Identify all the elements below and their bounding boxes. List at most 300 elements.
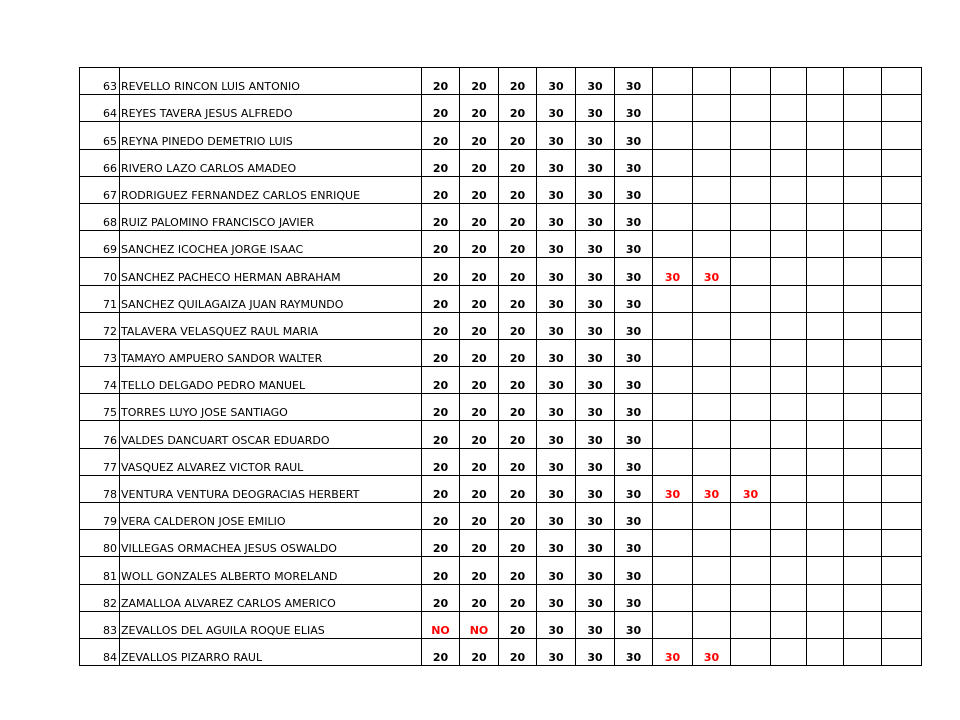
table-row xyxy=(80,149,922,176)
score-cell: 30 xyxy=(653,258,693,285)
score-cell: 30 xyxy=(615,584,653,611)
score-cell: 20 xyxy=(499,584,537,611)
score-cell: 20 xyxy=(499,312,537,339)
score-cell: 30 xyxy=(615,367,653,394)
score-cell: 30 xyxy=(693,475,731,502)
score-cell: 30 xyxy=(537,339,576,366)
score-cell xyxy=(771,475,807,502)
table-row xyxy=(80,638,922,665)
score-cell: 30 xyxy=(653,475,693,502)
score-cell xyxy=(882,339,922,366)
score-cell: 20 xyxy=(460,638,499,665)
table-row xyxy=(80,68,922,95)
score-cell xyxy=(653,557,693,584)
score-cell xyxy=(653,448,693,475)
score-cell: 20 xyxy=(460,312,499,339)
row-number: 71 xyxy=(80,285,120,312)
score-cell: 20 xyxy=(422,530,460,557)
row-number: 64 xyxy=(80,95,120,122)
score-cell: 20 xyxy=(422,557,460,584)
score-cell: 20 xyxy=(422,448,460,475)
score-cell xyxy=(882,258,922,285)
score-cell xyxy=(771,557,807,584)
table-row xyxy=(80,231,922,258)
score-cell xyxy=(771,421,807,448)
table-row xyxy=(80,584,922,611)
score-cell: 20 xyxy=(422,394,460,421)
score-cell xyxy=(693,339,731,366)
roster-table xyxy=(79,67,922,666)
table-row xyxy=(80,557,922,584)
row-number: 66 xyxy=(80,149,120,176)
score-cell xyxy=(731,258,771,285)
score-cell xyxy=(844,584,882,611)
row-number: 63 xyxy=(80,68,120,95)
score-cell: 20 xyxy=(499,176,537,203)
score-cell xyxy=(807,176,844,203)
score-cell: 30 xyxy=(576,530,615,557)
score-cell xyxy=(693,421,731,448)
score-cell xyxy=(771,258,807,285)
score-cell xyxy=(807,122,844,149)
score-cell: 30 xyxy=(537,638,576,665)
score-cell: 30 xyxy=(537,149,576,176)
score-cell xyxy=(882,503,922,530)
score-cell: 20 xyxy=(422,584,460,611)
score-cell xyxy=(731,394,771,421)
row-number: 84 xyxy=(80,638,120,665)
row-number: 76 xyxy=(80,421,120,448)
score-cell xyxy=(807,258,844,285)
student-name: SANCHEZ PACHECO HERMAN ABRAHAM xyxy=(120,258,422,285)
table-row xyxy=(80,448,922,475)
table-row xyxy=(80,530,922,557)
score-cell xyxy=(807,339,844,366)
score-cell xyxy=(807,312,844,339)
score-cell: 30 xyxy=(615,421,653,448)
row-number: 74 xyxy=(80,367,120,394)
score-cell xyxy=(882,394,922,421)
score-cell: 20 xyxy=(422,421,460,448)
score-cell xyxy=(807,448,844,475)
score-cell: NO xyxy=(460,611,499,638)
table-row xyxy=(80,421,922,448)
score-cell xyxy=(844,176,882,203)
score-cell: 20 xyxy=(499,68,537,95)
score-cell: 20 xyxy=(499,149,537,176)
score-cell: 20 xyxy=(422,176,460,203)
score-cell xyxy=(807,503,844,530)
score-cell xyxy=(771,285,807,312)
score-cell: 20 xyxy=(499,394,537,421)
table-row xyxy=(80,285,922,312)
score-cell xyxy=(693,367,731,394)
score-cell xyxy=(693,394,731,421)
score-cell: 20 xyxy=(422,475,460,502)
score-cell xyxy=(844,312,882,339)
score-cell: 30 xyxy=(537,312,576,339)
score-cell: 20 xyxy=(499,557,537,584)
score-cell xyxy=(731,339,771,366)
score-cell xyxy=(771,68,807,95)
score-cell xyxy=(653,312,693,339)
score-cell: 30 xyxy=(537,285,576,312)
score-cell xyxy=(693,122,731,149)
score-cell xyxy=(771,95,807,122)
score-cell xyxy=(731,421,771,448)
score-cell xyxy=(882,176,922,203)
score-cell: 20 xyxy=(422,122,460,149)
score-cell xyxy=(844,638,882,665)
score-cell xyxy=(693,557,731,584)
score-cell xyxy=(882,122,922,149)
score-cell: 20 xyxy=(499,367,537,394)
row-number: 82 xyxy=(80,584,120,611)
score-cell: 30 xyxy=(615,503,653,530)
score-cell: 30 xyxy=(537,176,576,203)
score-cell: 20 xyxy=(499,339,537,366)
score-cell xyxy=(844,475,882,502)
score-cell xyxy=(882,367,922,394)
row-number: 77 xyxy=(80,448,120,475)
score-cell: 30 xyxy=(576,149,615,176)
table-row xyxy=(80,503,922,530)
score-cell: 30 xyxy=(537,475,576,502)
score-cell xyxy=(731,285,771,312)
score-cell xyxy=(807,149,844,176)
score-cell xyxy=(693,285,731,312)
score-cell: 20 xyxy=(460,557,499,584)
row-number: 68 xyxy=(80,203,120,230)
score-cell xyxy=(882,149,922,176)
score-cell: 20 xyxy=(499,122,537,149)
score-cell: 30 xyxy=(537,584,576,611)
score-cell: 30 xyxy=(615,557,653,584)
score-cell: 20 xyxy=(422,339,460,366)
row-number: 78 xyxy=(80,475,120,502)
score-cell xyxy=(882,530,922,557)
score-cell xyxy=(844,448,882,475)
score-cell xyxy=(882,557,922,584)
score-cell: 20 xyxy=(422,203,460,230)
score-cell xyxy=(731,176,771,203)
score-cell: 20 xyxy=(422,68,460,95)
score-cell: 20 xyxy=(422,312,460,339)
score-cell xyxy=(882,448,922,475)
score-cell: 30 xyxy=(576,203,615,230)
score-cell xyxy=(693,448,731,475)
score-cell: 30 xyxy=(615,339,653,366)
student-name: VILLEGAS ORMACHEA JESUS OSWALDO xyxy=(120,530,422,557)
score-cell xyxy=(771,149,807,176)
score-cell: 30 xyxy=(731,475,771,502)
score-cell xyxy=(653,503,693,530)
score-cell xyxy=(807,231,844,258)
score-cell: 30 xyxy=(615,448,653,475)
score-cell xyxy=(693,149,731,176)
student-name: VENTURA VENTURA DEOGRACIAS HERBERT xyxy=(120,475,422,502)
score-cell: 20 xyxy=(422,149,460,176)
score-cell xyxy=(731,557,771,584)
score-cell xyxy=(771,203,807,230)
row-number: 65 xyxy=(80,122,120,149)
student-name: TAMAYO AMPUERO SANDOR WALTER xyxy=(120,339,422,366)
row-number: 73 xyxy=(80,339,120,366)
score-cell xyxy=(731,638,771,665)
score-cell: 30 xyxy=(576,122,615,149)
score-cell xyxy=(844,285,882,312)
row-number: 72 xyxy=(80,312,120,339)
row-number: 83 xyxy=(80,611,120,638)
score-cell: 20 xyxy=(499,475,537,502)
score-cell xyxy=(807,367,844,394)
student-name: RIVERO LAZO CARLOS AMADEO xyxy=(120,149,422,176)
score-cell: 30 xyxy=(615,285,653,312)
score-cell xyxy=(844,203,882,230)
score-cell xyxy=(844,394,882,421)
row-number: 81 xyxy=(80,557,120,584)
table-row xyxy=(80,475,922,502)
score-cell xyxy=(653,421,693,448)
score-cell: 30 xyxy=(576,285,615,312)
score-cell xyxy=(844,258,882,285)
student-name: VASQUEZ ALVAREZ VICTOR RAUL xyxy=(120,448,422,475)
score-cell: 30 xyxy=(576,312,615,339)
score-cell: 20 xyxy=(460,95,499,122)
score-cell xyxy=(771,312,807,339)
score-cell: 30 xyxy=(576,503,615,530)
score-cell: 30 xyxy=(576,638,615,665)
score-cell xyxy=(693,503,731,530)
score-cell: 30 xyxy=(576,394,615,421)
score-cell xyxy=(693,312,731,339)
score-cell: 20 xyxy=(499,95,537,122)
score-cell: 30 xyxy=(615,638,653,665)
student-name: RODRIGUEZ FERNANDEZ CARLOS ENRIQUE xyxy=(120,176,422,203)
score-cell: 20 xyxy=(460,584,499,611)
score-cell xyxy=(693,176,731,203)
score-cell xyxy=(693,203,731,230)
score-cell: 30 xyxy=(615,475,653,502)
score-cell: 20 xyxy=(422,95,460,122)
student-name: REVELLO RINCON LUIS ANTONIO xyxy=(120,68,422,95)
table-row xyxy=(80,203,922,230)
score-cell xyxy=(731,122,771,149)
score-cell xyxy=(844,68,882,95)
score-cell xyxy=(882,68,922,95)
student-name: VALDES DANCUART OSCAR EDUARDO xyxy=(120,421,422,448)
score-cell: 20 xyxy=(499,638,537,665)
score-cell: 30 xyxy=(693,638,731,665)
score-cell xyxy=(807,95,844,122)
score-cell: 20 xyxy=(499,258,537,285)
score-cell xyxy=(653,203,693,230)
score-cell xyxy=(731,149,771,176)
score-cell: NO xyxy=(422,611,460,638)
score-cell: 30 xyxy=(576,584,615,611)
score-cell xyxy=(771,231,807,258)
student-name: REYNA PINEDO DEMETRIO LUIS xyxy=(120,122,422,149)
score-cell xyxy=(771,122,807,149)
score-cell xyxy=(653,394,693,421)
score-cell xyxy=(771,611,807,638)
score-cell: 30 xyxy=(537,367,576,394)
score-cell xyxy=(844,122,882,149)
score-cell: 20 xyxy=(460,448,499,475)
score-cell xyxy=(653,176,693,203)
score-cell: 20 xyxy=(499,611,537,638)
score-cell xyxy=(771,503,807,530)
score-cell: 30 xyxy=(576,367,615,394)
score-cell xyxy=(731,68,771,95)
score-cell xyxy=(653,530,693,557)
score-cell: 30 xyxy=(537,231,576,258)
table-row xyxy=(80,176,922,203)
student-name: ZEVALLOS PIZARRO RAUL xyxy=(120,638,422,665)
score-cell xyxy=(807,584,844,611)
score-cell xyxy=(882,203,922,230)
score-cell xyxy=(653,339,693,366)
roster-body xyxy=(80,68,922,666)
score-cell: 20 xyxy=(460,367,499,394)
score-cell: 30 xyxy=(576,557,615,584)
score-cell xyxy=(844,339,882,366)
table-row xyxy=(80,611,922,638)
score-cell xyxy=(693,530,731,557)
score-cell: 20 xyxy=(460,421,499,448)
score-cell: 20 xyxy=(422,258,460,285)
score-cell xyxy=(693,231,731,258)
table-row xyxy=(80,312,922,339)
score-cell xyxy=(807,203,844,230)
row-number: 69 xyxy=(80,231,120,258)
score-cell xyxy=(844,95,882,122)
score-cell: 20 xyxy=(499,503,537,530)
score-cell: 30 xyxy=(576,95,615,122)
score-cell: 20 xyxy=(422,503,460,530)
score-cell xyxy=(653,611,693,638)
score-cell: 30 xyxy=(615,95,653,122)
score-cell: 30 xyxy=(615,203,653,230)
score-cell xyxy=(882,638,922,665)
score-cell xyxy=(731,611,771,638)
score-cell: 20 xyxy=(460,231,499,258)
score-cell: 30 xyxy=(537,95,576,122)
score-cell xyxy=(731,95,771,122)
score-cell: 30 xyxy=(615,530,653,557)
score-cell: 30 xyxy=(537,122,576,149)
score-cell xyxy=(731,530,771,557)
score-cell xyxy=(882,95,922,122)
score-cell xyxy=(807,285,844,312)
score-cell: 30 xyxy=(576,475,615,502)
score-cell xyxy=(653,149,693,176)
score-cell: 30 xyxy=(576,448,615,475)
score-cell: 20 xyxy=(499,421,537,448)
score-cell xyxy=(693,611,731,638)
score-cell: 30 xyxy=(537,448,576,475)
score-cell xyxy=(807,475,844,502)
score-cell xyxy=(653,285,693,312)
score-cell: 20 xyxy=(460,530,499,557)
score-cell: 20 xyxy=(499,448,537,475)
score-cell xyxy=(731,203,771,230)
row-number: 75 xyxy=(80,394,120,421)
score-cell xyxy=(807,638,844,665)
score-cell: 20 xyxy=(460,394,499,421)
score-cell: 30 xyxy=(537,530,576,557)
score-cell: 20 xyxy=(460,503,499,530)
student-name: TELLO DELGADO PEDRO MANUEL xyxy=(120,367,422,394)
score-cell xyxy=(731,448,771,475)
score-cell xyxy=(693,95,731,122)
student-name: TALAVERA VELASQUEZ RAUL MARIA xyxy=(120,312,422,339)
score-cell xyxy=(731,312,771,339)
score-cell: 30 xyxy=(576,421,615,448)
score-cell: 30 xyxy=(615,611,653,638)
score-cell xyxy=(771,638,807,665)
score-cell: 20 xyxy=(460,68,499,95)
score-cell xyxy=(771,448,807,475)
table-row xyxy=(80,394,922,421)
score-cell: 30 xyxy=(576,611,615,638)
score-cell xyxy=(731,231,771,258)
score-cell: 30 xyxy=(615,231,653,258)
score-cell: 30 xyxy=(615,258,653,285)
score-cell xyxy=(771,176,807,203)
score-cell: 20 xyxy=(422,367,460,394)
score-cell: 20 xyxy=(460,203,499,230)
student-name: SANCHEZ QUILAGAIZA JUAN RAYMUNDO xyxy=(120,285,422,312)
student-name: SANCHEZ ICOCHEA JORGE ISAAC xyxy=(120,231,422,258)
score-cell: 30 xyxy=(537,394,576,421)
score-cell xyxy=(844,611,882,638)
score-cell: 20 xyxy=(499,203,537,230)
score-cell: 30 xyxy=(576,176,615,203)
table-row xyxy=(80,367,922,394)
score-cell: 30 xyxy=(537,258,576,285)
score-cell xyxy=(882,611,922,638)
student-name: RUIZ PALOMINO FRANCISCO JAVIER xyxy=(120,203,422,230)
score-cell xyxy=(693,68,731,95)
score-cell xyxy=(731,503,771,530)
score-cell: 30 xyxy=(615,122,653,149)
score-cell: 20 xyxy=(460,258,499,285)
score-cell: 20 xyxy=(422,231,460,258)
student-name: ZAMALLOA ALVAREZ CARLOS AMERICO xyxy=(120,584,422,611)
score-cell xyxy=(844,231,882,258)
score-cell: 20 xyxy=(422,638,460,665)
score-cell xyxy=(771,530,807,557)
score-cell: 30 xyxy=(576,339,615,366)
score-cell xyxy=(807,68,844,95)
score-cell: 20 xyxy=(460,285,499,312)
score-cell: 30 xyxy=(537,421,576,448)
score-cell xyxy=(731,367,771,394)
score-cell xyxy=(844,503,882,530)
score-cell: 30 xyxy=(576,231,615,258)
score-cell: 30 xyxy=(615,176,653,203)
table-row xyxy=(80,339,922,366)
score-cell: 20 xyxy=(460,122,499,149)
score-cell: 20 xyxy=(499,285,537,312)
table-row xyxy=(80,258,922,285)
row-number: 80 xyxy=(80,530,120,557)
score-cell: 30 xyxy=(615,68,653,95)
score-cell xyxy=(731,584,771,611)
score-cell xyxy=(807,394,844,421)
score-cell xyxy=(807,421,844,448)
